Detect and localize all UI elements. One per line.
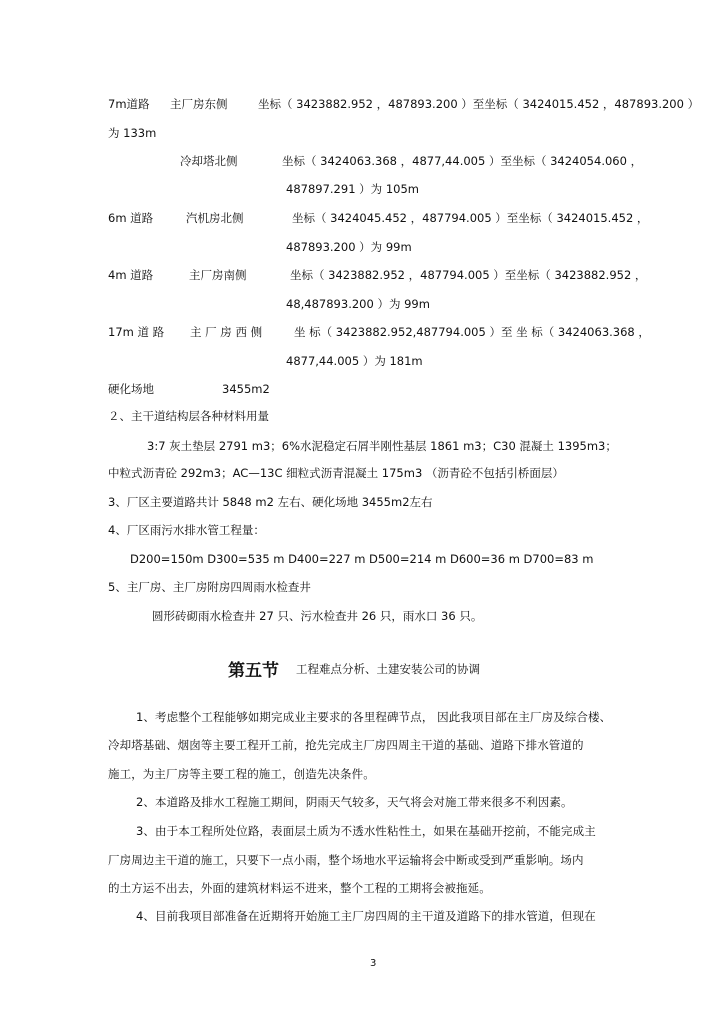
road-17m-coords-a: 坐 标（ 3423882.952,487794.005 ）至 坐 标（ 3424063.368 ， bbox=[294, 325, 650, 339]
item-2-line-1: 3:7 灰土垫层 2791 m3；6%水泥稳定石屑半刚性基层 1861 m3；C30 混凝土 1395m3； bbox=[147, 439, 617, 453]
section-number: 第五节 bbox=[228, 661, 279, 681]
paragraph-3-line-3: 的土方运不出去，外面的建筑材料运不进来，整个工程的工期将会被拖延。 bbox=[108, 881, 491, 895]
road-6m-coords-b: 487893.200 ）为 99m bbox=[286, 240, 412, 254]
section-title: 工程难点分析、土建安装公司的协调 bbox=[296, 662, 480, 676]
cooling-tower-coords-a: 坐标（ 3424063.368 ，4877,44.005 ）至坐标（ 3424054.060 ， bbox=[282, 154, 643, 168]
hardened-area-label: 硬化场地 bbox=[108, 382, 154, 396]
cooling-tower-location: 冷却塔北侧 bbox=[180, 154, 238, 168]
road-17m-location: 主 厂 房 西 侧 bbox=[190, 325, 263, 339]
paragraph-1-line-1: 1、考虑整个工程能够如期完成业主要求的各里程碑节点， 因此我项目部在主厂房及综合楼、 bbox=[136, 710, 612, 724]
road-7m-result: 为 133m bbox=[108, 126, 157, 140]
paragraph-1-line-3: 施工，为主厂房等主要工程的施工，创造先决条件。 bbox=[108, 767, 375, 781]
road-7m-coords: 坐标（ 3423882.952 ，487893.200 ）至坐标（ 3424015.452 ，487893.200 ） bbox=[258, 97, 700, 111]
paragraph-2: 2、本道路及排水工程施工期间，阴雨天气较多，天气将会对施工带来很多不利因素。 bbox=[136, 795, 573, 809]
road-4m-coords-b: 48,487893.200 ）为 99m bbox=[286, 297, 430, 311]
paragraph-1-line-2: 冷却塔基础、烟囱等主要工程开工前，抢先完成主厂房四周主干道的基础、道路下排水管道的 bbox=[108, 738, 584, 752]
road-7m-location: 主厂房东侧 bbox=[170, 97, 228, 111]
road-17m-label: 17m 道 路 bbox=[108, 325, 165, 339]
paragraph-3-line-2: 厂房周边主干道的施工，只要下一点小雨，整个场地水平运输将会中断或受到严重影响。场内 bbox=[108, 853, 584, 867]
road-7m-label: 7m道路 bbox=[108, 97, 150, 111]
road-4m-location: 主厂房南侧 bbox=[189, 268, 247, 282]
paragraph-4: 4、目前我项目部准备在近期将开始施工主厂房四周的主干道及道路下的排水管道，但现在 bbox=[136, 909, 596, 923]
item-4-title: 4、厂区雨污水排水管工程量： bbox=[108, 523, 265, 537]
cooling-tower-coords-b: 487897.291 ）为 105m bbox=[286, 182, 419, 196]
page-number: 3 bbox=[370, 958, 377, 969]
road-6m-location: 汽机房北侧 bbox=[186, 211, 244, 225]
item-2-line-2: 中粒式沥青砼 292m3；AC—13C 细粒式沥青混凝土 175m3 （沥青砼不包括引桥面层） bbox=[108, 466, 564, 480]
item-5-title: 5、主厂房、主厂房附房四周雨水检查井 bbox=[108, 580, 311, 594]
item-3: 3、厂区主要道路共计 5848 m2 左右、硬化场地 3455m2左右 bbox=[108, 495, 433, 509]
hardened-area-value: 3455m2 bbox=[222, 382, 270, 396]
item-4-pipe-lengths: D200=150m D300=535 m D400=227 m D500=214 m D600=36 m D700=83 m bbox=[130, 552, 594, 566]
road-4m-label: 4m 道路 bbox=[108, 268, 154, 282]
item-5-wells: 圆形砖砌雨水检查井 27 只、污水检查井 26 只，雨水口 36 只。 bbox=[152, 609, 483, 623]
road-6m-label: 6m 道路 bbox=[108, 211, 154, 225]
road-17m-coords-b: 4877,44.005 ）为 181m bbox=[286, 354, 423, 368]
road-4m-coords-a: 坐标（ 3423882.952 ，487794.005 ）至坐标（ 3423882.952 ， bbox=[290, 268, 647, 282]
road-6m-coords-a: 坐标（ 3424045.452 ，487794.005 ）至坐标（ 3424015.452 ， bbox=[292, 211, 649, 225]
item-2-title: ２、主干道结构层各种材料用量 bbox=[108, 409, 269, 423]
paragraph-3-line-1: 3、由于本工程所处位路，表面层土质为不透水性粘性土，如果在基础开挖前，不能完成主 bbox=[136, 824, 596, 838]
